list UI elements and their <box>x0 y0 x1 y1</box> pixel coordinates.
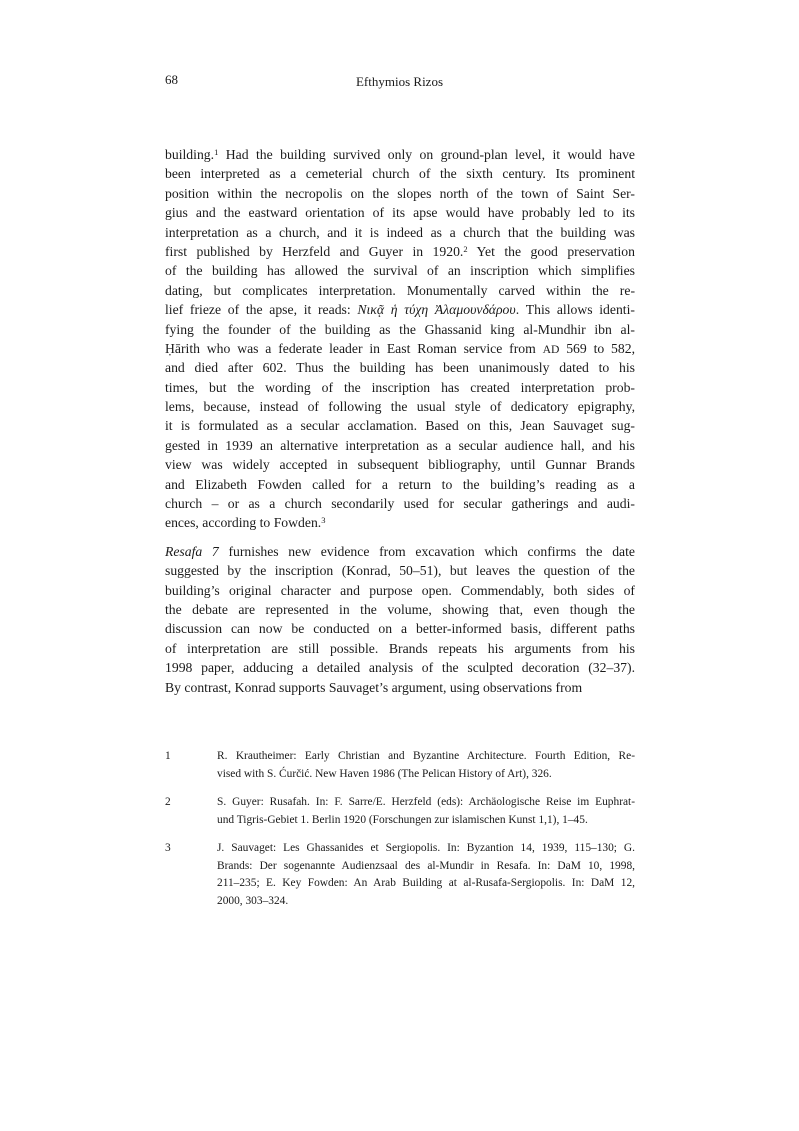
footnote-text <box>217 840 635 910</box>
footnotes <box>165 748 635 921</box>
text-segment: lems, because, instead of following the usual style of dedicatory epigraphy, <box>165 399 635 415</box>
text-line <box>165 223 635 242</box>
text-line <box>165 203 635 222</box>
text-line <box>165 358 635 377</box>
text-segment: Νικᾷ ἡ τύχη Ἀλαμουνδάρου <box>357 302 516 318</box>
text-segment: discussion can now be conducted on a better-informed basis, different paths <box>165 621 635 637</box>
text-segment: suggested by the inscription (Konrad, 50–51), but leaves the question of the <box>165 563 635 579</box>
text-segment: position within the necropolis on the slopes north of the town of Saint Ser- <box>165 185 635 201</box>
text-segment: and Elizabeth Fowden called for a return to the building’s reading as a <box>165 476 635 492</box>
text-line <box>165 436 635 455</box>
text-segment: building’s original character and purpose open. Commendably, both sides of <box>165 582 635 598</box>
text-line <box>165 339 635 358</box>
text-line <box>165 416 635 435</box>
text-segment: it is formulated as a secular acclamation. Based on this, Jean Sauvaget sug- <box>165 418 635 434</box>
text-segment: furnishes new evidence from excavation which confirms the date <box>218 543 635 559</box>
running-head: Efthymios Rizos <box>355 74 444 89</box>
text-segment: the debate are represented in the volume, showing that, even though the <box>165 601 635 617</box>
text-segment: first published by Herzfeld and Guyer in 1920. <box>165 243 464 259</box>
text-segment: building. <box>165 147 215 162</box>
text-line <box>165 581 635 600</box>
text-segment: 1998 paper, adducing a detailed analysis of the sculpted decoration (32–37). <box>165 660 635 676</box>
footnote-line: Brands: Der sogenannte Audienzsaal des al-Mundir in Resafa. In: DaM 10, 1998, <box>217 859 635 872</box>
text-line <box>165 378 635 397</box>
text-segment: ences, according to Fowden. <box>165 515 322 531</box>
text-line <box>165 184 635 203</box>
text-line <box>165 455 635 474</box>
text-segment: Yet the good preservation <box>467 243 635 259</box>
text-line <box>165 145 635 164</box>
footnote-text <box>217 748 635 783</box>
footnote <box>165 748 635 783</box>
text-segment: times, but the wording of the inscription has created interpretation prob- <box>165 379 635 395</box>
footnote <box>165 794 635 829</box>
text-line <box>165 600 635 619</box>
text-segment: view was widely accepted in subsequent bibliography, until Gunnar Brands <box>165 457 635 473</box>
footnote-line: J. Sauvaget: Les Ghassanides et Sergiopolis. In: Byzantion 14, 1939, 115–130; G. <box>217 842 635 854</box>
text-line <box>165 261 635 280</box>
text-line <box>165 475 635 494</box>
footnote-line: und Tigris-Gebiet 1. Berlin 1920 (Forschungen zur islamischen Kunst 1,1), 1–45. <box>217 813 588 826</box>
footnote-number: 3 <box>165 842 171 854</box>
footnote-ref: 2 <box>463 243 468 254</box>
body-text <box>165 145 635 706</box>
footnote-line: S. Guyer: Rusafah. In: F. Sarre/E. Herzfeld (eds): Archäologische Reise im Euphrat- <box>217 796 635 808</box>
text-line <box>165 513 635 532</box>
text-line <box>165 281 635 300</box>
text-line <box>165 164 635 183</box>
text-segment: By contrast, Konrad supports Sauvaget’s argument, using observations from <box>165 679 583 695</box>
text-line <box>165 678 635 697</box>
footnote <box>165 840 635 910</box>
text-segment: of the building has allowed the survival of an inscription which simplifies <box>165 263 635 279</box>
text-line <box>165 242 635 261</box>
text-segment: been interpreted as a cemeterial church of the sixth century. Its prominent <box>165 166 635 182</box>
footnote-ref: 3 <box>321 515 326 526</box>
text-segment: Ḥārith who was a federate leader in East Roman service from <box>165 340 543 356</box>
paragraph <box>165 542 635 697</box>
text-line <box>165 320 635 339</box>
text-segment: gested in 1939 an alternative interpretation as a secular audience hall, and his <box>165 437 635 453</box>
footnote-number: 1 <box>165 750 171 762</box>
footnote-line: 2000, 303–324. <box>217 894 289 907</box>
text-segment: Had the building survived only on ground-plan level, it would have <box>218 147 635 162</box>
text-segment: gius and the eastward orientation of its apse would have probably led to its <box>165 205 635 221</box>
footnote-number: 2 <box>165 796 171 808</box>
text-line <box>165 542 635 561</box>
text-line <box>165 300 635 319</box>
page-number: 68 <box>165 72 178 87</box>
text-line <box>165 639 635 658</box>
text-segment: interpretation as a church, and it is indeed as a church that the building was <box>165 224 635 240</box>
footnote-text <box>217 794 635 829</box>
text-line <box>165 494 635 513</box>
text-segment: dating, but complicates interpretation. Monumentally carved within the re- <box>165 282 635 298</box>
text-segment: of interpretation are still possible. Brands repeats his arguments from his <box>165 640 635 656</box>
text-line <box>165 658 635 677</box>
text-segment: church – or as a church secondarily used for secular gatherings and audi- <box>165 496 635 512</box>
footnote-line: R. Krautheimer: Early Christian and Byzantine Architecture. Fourth Edition, Re- <box>217 750 635 762</box>
text-segment: 569 to 582, <box>559 340 635 356</box>
text-segment: AD <box>542 342 560 356</box>
text-line <box>165 561 635 580</box>
text-line <box>165 619 635 638</box>
text-segment: fying the founder of the building as the Ghassanid king al-Mundhir ibn al- <box>165 321 635 337</box>
text-segment: and died after 602. Thus the building has been unanimously dated to his <box>165 360 635 376</box>
text-line <box>165 397 635 416</box>
footnote-ref: 1 <box>214 146 219 157</box>
footnote-line: vised with S. Ćurčić. New Haven 1986 (The Pelican History of Art), 326. <box>217 767 552 780</box>
paragraph <box>165 145 635 533</box>
text-segment: lief frieze of the apse, it reads: <box>165 302 358 318</box>
text-segment: . This allows identi- <box>515 302 635 318</box>
footnote-line: 211–235; E. Key Fowden: An Arab Building at al-Rusafa-Sergiopolis. In: DaM 12, <box>217 877 635 889</box>
text-segment: Resafa 7 <box>165 543 219 559</box>
